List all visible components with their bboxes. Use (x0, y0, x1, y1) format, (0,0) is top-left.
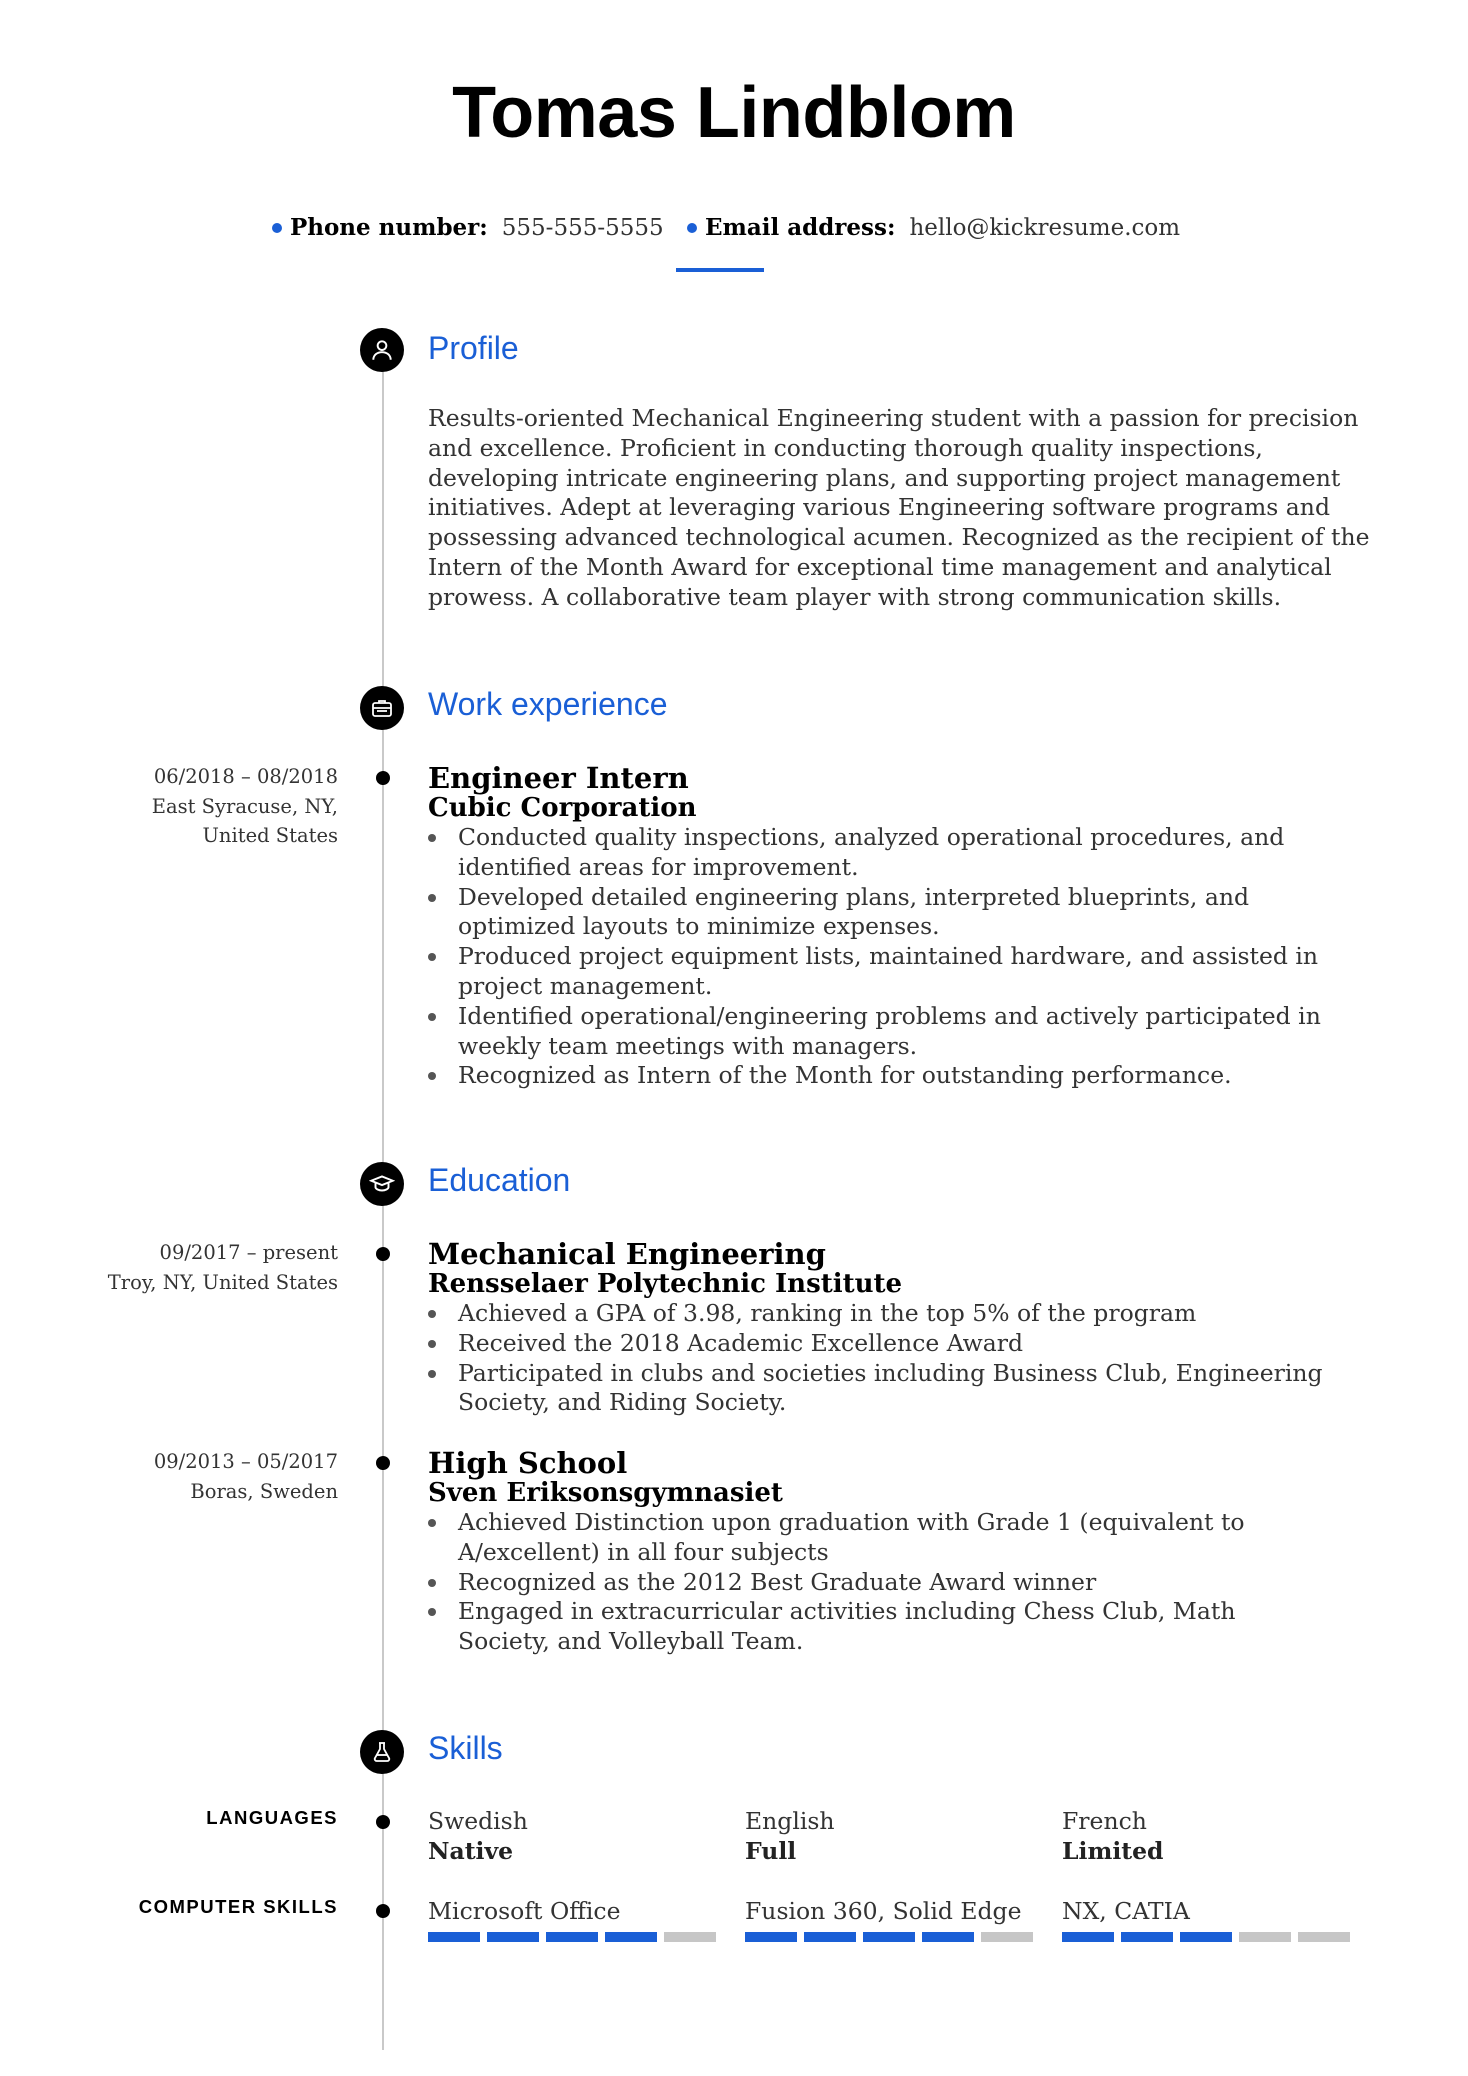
briefcase-icon (360, 686, 404, 730)
rating-segment (804, 1932, 856, 1942)
timeline-dot (376, 1815, 390, 1829)
school-name: Rensselaer Polytechnic Institute (428, 1269, 903, 1299)
education-dates: 09/2017 – present (159, 1241, 338, 1264)
language-name: English (745, 1807, 835, 1835)
phone-value[interactable]: 555-555-5555 (501, 215, 664, 241)
list-item: Received the 2018 Academic Excellence Award (428, 1329, 1328, 1359)
job-meta (78, 762, 338, 851)
list-item: Recognized as the 2012 Best Graduate Award winner (428, 1568, 1328, 1598)
education-bullets (428, 1299, 1328, 1418)
education-meta (78, 1238, 338, 1297)
job-dates: 06/2018 – 08/2018 (153, 765, 338, 788)
list-item: Participated in clubs and societies including Business Club, Engineering Society, and Riding Society. (428, 1359, 1328, 1419)
job-location: United States (202, 824, 338, 847)
email-label: Email address: (704, 214, 896, 241)
list-item: Identified operational/engineering problems and actively participated in weekly team meetings with managers. (428, 1002, 1328, 1062)
skill-rating-bar (428, 1932, 716, 1942)
skill-rating-bar (1062, 1932, 1350, 1942)
job-location: East Syracuse, NY, (151, 794, 338, 818)
candidate-name: Tomas Lindblom (452, 73, 1016, 153)
user-icon (360, 328, 404, 372)
phone-label: Phone number: (289, 214, 488, 241)
rating-segment (428, 1932, 480, 1942)
rating-segment (1298, 1932, 1350, 1942)
contact-line (0, 214, 1468, 241)
language-item (1062, 1807, 1163, 1867)
email-value[interactable]: hello@kickresume.com (909, 215, 1181, 241)
language-level: Limited (1062, 1836, 1164, 1865)
school-name: Sven Eriksonsgymnasiet (428, 1478, 783, 1508)
education-entry (428, 1446, 1328, 1657)
list-item: Engaged in extracurricular activities including Chess Club, Math Society, and Volleyball Team. (428, 1597, 1328, 1657)
skills-heading: Skills (428, 1730, 503, 1766)
rating-segment (664, 1932, 716, 1942)
language-name: French (1062, 1807, 1147, 1835)
timeline-dot (376, 771, 390, 785)
education-location: Boras, Sweden (190, 1479, 338, 1503)
education-heading: Education (428, 1162, 571, 1198)
language-level: Full (745, 1836, 797, 1865)
language-name: Swedish (428, 1807, 528, 1835)
rating-segment (1180, 1932, 1232, 1942)
education-location: Troy, NY, United States (107, 1270, 338, 1294)
timeline-dot (376, 1247, 390, 1261)
rating-segment (922, 1932, 974, 1942)
computer-skills-label: COMPUTER SKILLS (138, 1896, 338, 1917)
rating-segment (1121, 1932, 1173, 1942)
list-item: Recognized as Intern of the Month for outstanding performance. (428, 1061, 1328, 1091)
job-entry (428, 761, 1328, 1091)
flask-icon (360, 1730, 404, 1774)
education-dates: 09/2013 – 05/2017 (153, 1450, 338, 1473)
rating-segment (981, 1932, 1033, 1942)
list-item: Produced project equipment lists, maintained hardware, and assisted in project management. (428, 942, 1328, 1002)
rating-segment (1062, 1932, 1114, 1942)
rating-segment (1239, 1932, 1291, 1942)
profile-text: Results-oriented Mechanical Engineering student with a passion for precision and excellence. Proficient in conducting thorough quality inspections, developing intricate engineering plans, and supporting project management initiatives. Adept at leveraging various Engineering software programs and possessing advanced technological acumen. Recognized as the recipient of the Intern of the Month Award for exceptional time management and analytical prowess. A collaborative team player with strong communication skills. (428, 404, 1370, 611)
rating-segment (546, 1932, 598, 1942)
job-title: Engineer Intern (428, 761, 689, 795)
languages-label: LANGUAGES (206, 1807, 338, 1828)
rating-segment (487, 1932, 539, 1942)
education-meta (78, 1447, 338, 1506)
timeline-dot (376, 1904, 390, 1918)
degree-title: Mechanical Engineering (428, 1237, 826, 1271)
graduation-cap-icon (360, 1162, 404, 1206)
language-item (428, 1807, 528, 1867)
list-item: Conducted quality inspections, analyzed operational procedures, and identified areas for improvement. (428, 823, 1328, 883)
education-bullets (428, 1508, 1328, 1657)
rating-segment (605, 1932, 657, 1942)
work-heading: Work experience (428, 686, 668, 722)
header-divider (676, 268, 764, 272)
list-item: Developed detailed engineering plans, interpreted blueprints, and optimized layouts to minimize expenses. (428, 883, 1328, 943)
bullet-dot-icon (687, 223, 697, 233)
language-item (745, 1807, 835, 1867)
list-item: Achieved a GPA of 3.98, ranking in the top 5% of the program (428, 1299, 1328, 1329)
computer-skill-name: Fusion 360, Solid Edge (745, 1897, 1022, 1925)
rating-segment (745, 1932, 797, 1942)
bullet-dot-icon (272, 223, 282, 233)
education-entry (428, 1237, 1328, 1418)
degree-title: High School (428, 1446, 628, 1480)
rating-segment (863, 1932, 915, 1942)
job-bullets (428, 823, 1328, 1091)
skill-rating-bar (745, 1932, 1033, 1942)
timeline-dot (376, 1456, 390, 1470)
profile-heading: Profile (428, 330, 519, 366)
list-item: Achieved Distinction upon graduation with Grade 1 (equivalent to A/excellent) in all four subjects (428, 1508, 1328, 1568)
language-level: Native (428, 1836, 514, 1865)
computer-skill-name: Microsoft Office (428, 1897, 621, 1925)
job-company: Cubic Corporation (428, 793, 697, 823)
computer-skill-name: NX, CATIA (1062, 1897, 1190, 1925)
